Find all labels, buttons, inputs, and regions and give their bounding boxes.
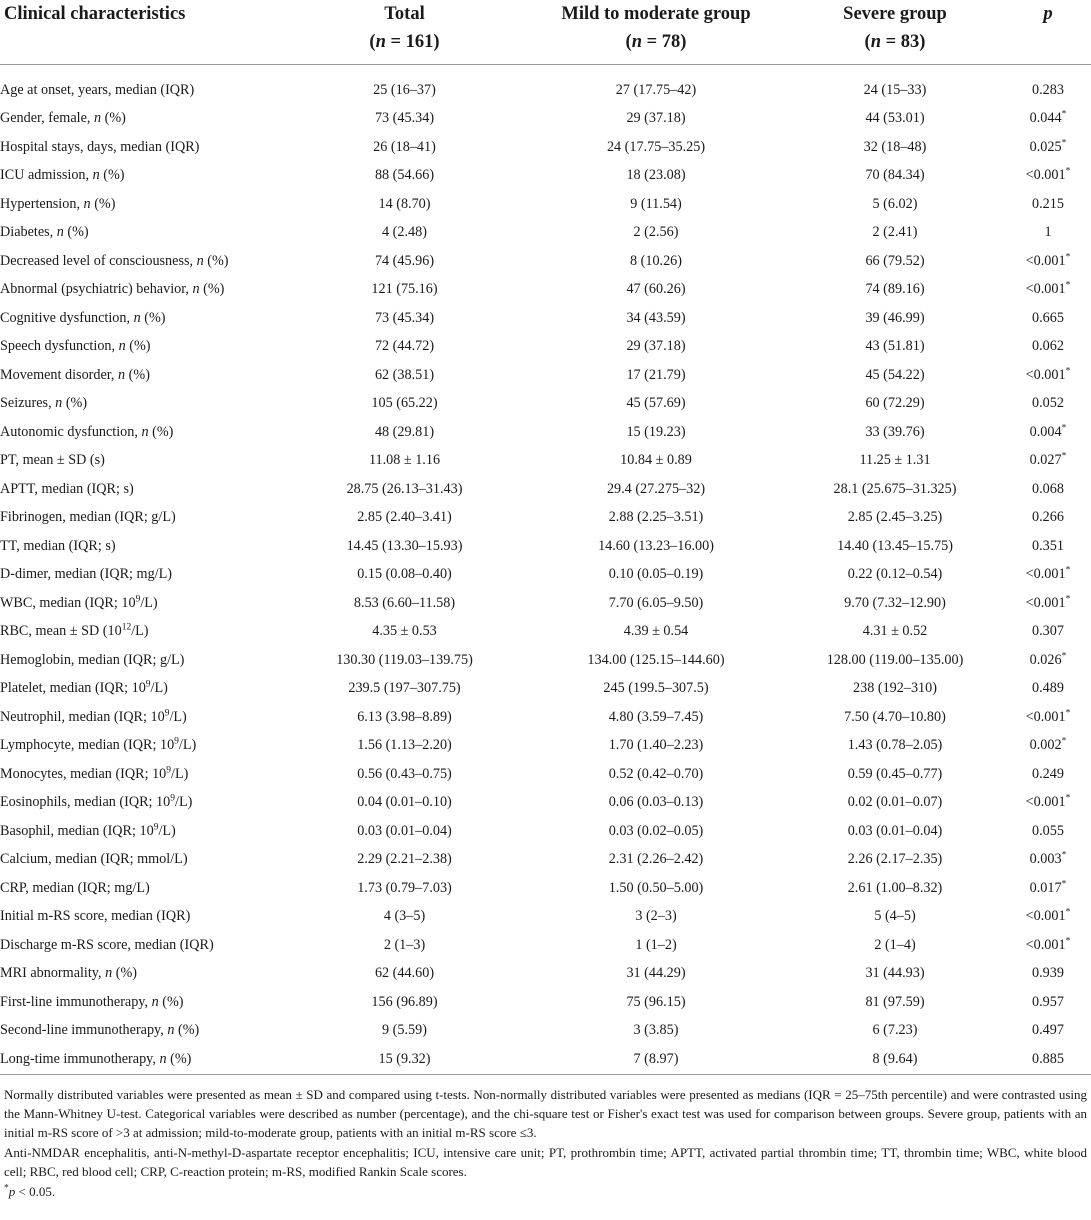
cell-label: Gender, female, n (%)	[0, 110, 126, 127]
cell-severe: 14.40 (13.45–15.75)	[837, 537, 953, 554]
cell-p: <0.001*	[1025, 252, 1071, 269]
header-total-n: (n = 161)	[369, 32, 440, 52]
cell-label: Movement disorder, n (%)	[0, 366, 150, 383]
table-row	[0, 874, 1091, 903]
cell-mild: 34 (43.59)	[626, 309, 686, 326]
cell-label: Basophil, median (IQR; $10^9/L$)	[0, 822, 176, 839]
cell-mild: 29 (37.18)	[626, 338, 686, 355]
cell-total: 73 (45.34)	[374, 309, 435, 326]
cell-total: 15 (9.32)	[282, 1045, 527, 1074]
cell-mild: 245 (199.5–307.5)	[603, 680, 709, 697]
cell-label: APTT, median (IQR; s)	[0, 480, 134, 497]
cell-mild: 3 (3.85)	[633, 1022, 679, 1039]
cell-total: 62 (44.60)	[374, 965, 435, 982]
cell-severe: 39 (46.99)	[865, 309, 925, 326]
cell-total: 14.45 (13.30–15.93)	[346, 537, 463, 554]
cell-label: Decreased level of consciousness, n (%)	[0, 252, 229, 269]
cell-label: Hemoglobin, median (IQR; g/L)	[0, 651, 185, 668]
table-row	[0, 190, 1091, 219]
cell-severe: 2.26 (2.17–2.35)	[847, 851, 943, 868]
table-row	[0, 703, 1091, 732]
cell-severe: 9.70 (7.32–12.90)	[844, 594, 946, 611]
cell-p: 0.215	[1032, 195, 1064, 212]
cell-mild: 3 (2–3)	[635, 908, 677, 925]
cell-total: 11.08 ± 1.16	[368, 452, 441, 469]
cell-mild: 47 (60.26)	[626, 281, 686, 298]
cell-total: 72 (44.72)	[374, 338, 435, 355]
cell-mild: 0.06 (0.03–0.13)	[608, 794, 704, 811]
cell-severe: 0.22 (0.12–0.54)	[847, 566, 943, 583]
table-row	[0, 1017, 1091, 1046]
table-row	[0, 532, 1091, 561]
cell-severe: 5 (6.02)	[872, 195, 918, 212]
cell-mild: 1 (1–2)	[635, 936, 677, 953]
cell-p: 0.307	[1032, 623, 1064, 640]
cell-p: 0.004*	[1029, 423, 1067, 440]
cell-p: 0.249	[1032, 765, 1064, 782]
cell-total: 4 (3–5)	[383, 908, 426, 925]
cell-mild: 134.00 (125.15–144.60)	[587, 651, 725, 668]
table-row	[0, 618, 1091, 647]
cell-total: 2 (1–3)	[383, 936, 426, 953]
cell-total: 1.56 (1.13–2.20)	[357, 737, 452, 754]
cell-severe: 33 (39.76)	[865, 423, 925, 440]
cell-severe: 28.1 (25.675–31.325)	[833, 480, 957, 497]
cell-p: <0.001*	[1025, 936, 1071, 953]
cell-p: 0.027*	[1029, 451, 1067, 469]
cell-severe: 31 (44.93)	[865, 965, 925, 982]
cell-label: Hypertension, n (%)	[0, 195, 116, 212]
header-p: p	[1005, 0, 1091, 65]
table-row	[0, 162, 1091, 191]
cell-p: 0.283	[1032, 81, 1064, 98]
cell-total: 0.15 (0.08–0.40)	[357, 566, 452, 583]
table-row	[0, 504, 1091, 533]
cell-mild: 7 (8.97)	[527, 1045, 785, 1074]
cell-severe: 66 (79.52)	[865, 252, 925, 269]
cell-mild: 14.60 (13.23–16.00)	[598, 537, 714, 554]
cell-mild: 2.31 (2.26–2.42)	[608, 851, 704, 868]
cell-severe: 43 (51.81)	[865, 338, 925, 355]
cell-p: 0.025*	[1029, 138, 1067, 155]
cell-label: Fibrinogen, median (IQR; g/L)	[0, 509, 176, 526]
cell-severe: 5 (4–5)	[874, 908, 916, 925]
cell-label: WBC, median (IQR; $10^9/L$)	[0, 594, 158, 611]
cell-total: 0.56 (0.43–0.75)	[357, 765, 452, 782]
cell-label: CRP, median (IQR; mg/L)	[0, 879, 150, 896]
cell-mild: 27 (17.75–42)	[615, 81, 697, 98]
cell-severe: 8 (9.64)	[785, 1045, 1005, 1074]
cell-label: First-line immunotherapy, n (%)	[0, 993, 184, 1010]
cell-p: 0.939	[1032, 965, 1064, 982]
cell-severe: 2.85 (2.45–3.25)	[847, 509, 943, 526]
cell-severe: 0.02 (0.01–0.07)	[847, 794, 943, 811]
table-row	[0, 960, 1091, 989]
cell-p: 0.068	[1032, 480, 1064, 497]
cell-severe: 45 (54.22)	[865, 366, 925, 383]
cell-mild: 7.70 (6.05–9.50)	[608, 594, 704, 611]
cell-total: 6.13 (3.98–8.89)	[357, 708, 452, 725]
cell-mild: 2 (2.56)	[633, 224, 679, 241]
cell-total: 62 (38.51)	[374, 366, 435, 383]
table-row	[0, 646, 1091, 675]
table-header	[0, 0, 1091, 65]
cell-total: 2.85 (2.40–3.41)	[357, 509, 452, 526]
cell-total: 88 (54.66)	[374, 167, 435, 184]
cell-total: 9 (5.59)	[382, 1022, 427, 1039]
table-footnotes	[0, 1075, 1091, 1201]
cell-mild: 0.52 (0.42–0.70)	[608, 765, 704, 782]
cell-label: Monocytes, median (IQR; $10^9/L$)	[0, 765, 189, 782]
cell-total: 8.53 (6.60–11.58)	[353, 594, 456, 611]
table-row	[0, 219, 1091, 248]
cell-severe: 44 (53.01)	[865, 110, 925, 127]
cell-p: 0.885	[1005, 1045, 1091, 1074]
cell-mild: 4.39 ± 0.54	[623, 623, 689, 640]
cell-p: <0.001*	[1025, 594, 1071, 611]
cell-severe: 6 (7.23)	[872, 1022, 918, 1039]
cell-p: 0.957	[1032, 993, 1064, 1010]
table-row	[0, 418, 1091, 447]
cell-total: 0.03 (0.01–0.04)	[357, 822, 452, 839]
table-row	[0, 333, 1091, 362]
table-row	[0, 447, 1091, 476]
cell-severe: 32 (18–48)	[863, 138, 927, 155]
cell-label: Lymphocyte, median (IQR; $10^9/L$)	[0, 736, 197, 754]
cell-p: 0.266	[1032, 509, 1064, 526]
cell-label: Neutrophil, median (IQR; $10^9/L$)	[0, 708, 187, 725]
cell-severe: 74 (89.16)	[865, 281, 925, 298]
cell-label: ICU admission, n (%)	[0, 167, 125, 184]
cell-severe: 60 (72.29)	[865, 395, 925, 412]
cell-mild: 15 (19.23)	[626, 423, 686, 440]
table-row	[0, 732, 1091, 761]
cell-p: 0.062	[1032, 338, 1064, 355]
cell-p: <0.001*	[1025, 366, 1071, 383]
table-row	[0, 475, 1091, 504]
cell-mild: 24 (17.75–35.25)	[606, 138, 706, 155]
cell-mild: 4.80 (3.59–7.45)	[608, 708, 704, 725]
cell-label: Cognitive dysfunction, n (%)	[0, 309, 166, 326]
cell-p: 0.052	[1032, 395, 1064, 412]
cell-label: Eosinophils, median (IQR; $10^9/L$)	[0, 793, 193, 811]
cell-mild: 18 (23.08)	[626, 167, 686, 184]
cell-severe: 2.61 (1.00–8.32)	[847, 879, 943, 896]
cell-mild: 10.84 ± 0.89	[620, 452, 692, 469]
cell-label: PT, mean ± SD (s)	[0, 452, 105, 469]
cell-total: 130.30 (119.03–139.75)	[336, 651, 473, 668]
cell-severe: 81 (97.59)	[865, 993, 925, 1010]
table-row	[0, 561, 1091, 590]
cell-label: TT, median (IQR; s)	[0, 537, 116, 554]
footnote-abbreviations: Anti-NMDAR encephalitis, anti-N-methyl-D-aspartate receptor encephalitis; ICU, intensive care unit; PT, prothrombin time; APTT, activated partial thrombin time; TT, thrombin time; WBC, white blood cell; RBC, red blood cell; CRP, C-reaction protein; m-RS, modified Rankin Scale scores.	[4, 1144, 1087, 1180]
cell-label: Platelet, median (IQR; $10^9/L$)	[0, 679, 168, 697]
cell-label: Autonomic dysfunction, n (%)	[0, 423, 174, 440]
cell-mild: 17 (21.79)	[626, 366, 686, 383]
cell-p: 1	[1044, 224, 1052, 241]
cell-severe: 1.43 (0.78–2.05)	[847, 737, 943, 754]
cell-label: Long-time immunotherapy, n (%)	[0, 1045, 282, 1074]
cell-total: 0.04 (0.01–0.10)	[357, 794, 452, 811]
cell-p: 0.044*	[1029, 109, 1067, 127]
cell-total: 105 (65.22)	[371, 395, 438, 412]
cell-p: 0.055	[1032, 822, 1064, 839]
cell-mild: 8 (10.26)	[629, 252, 682, 269]
table-row	[0, 276, 1091, 305]
cell-total: 2.29 (2.21–2.38)	[357, 851, 452, 868]
table-row	[0, 846, 1091, 875]
cell-p: <0.001*	[1025, 280, 1071, 298]
cell-label: Calcium, median (IQR; mmol/L)	[0, 851, 188, 868]
table-body	[0, 65, 1091, 1075]
cell-severe: 0.59 (0.45–0.77)	[847, 765, 943, 782]
cell-severe: 11.25 ± 1.31	[859, 452, 931, 469]
cell-p: 0.665	[1032, 309, 1064, 326]
cell-total: 239.5 (197–307.75)	[348, 680, 461, 697]
cell-mild: 45 (57.69)	[626, 395, 686, 412]
table-row	[0, 903, 1091, 932]
cell-p: 0.026*	[1029, 651, 1067, 668]
cell-total: 73 (45.34)	[374, 110, 435, 127]
cell-mild: 9 (11.54)	[630, 195, 682, 212]
table-row	[0, 988, 1091, 1017]
table-row	[0, 76, 1091, 105]
table-row	[0, 931, 1091, 960]
footnote-methods: Normally distributed variables were presented as mean ± SD and compared using t-tests. Non-normally distributed variables were presented as medians (IQR = 25–75th percentile) and were contrasted using the Mann-Whitney U-test. Categorical variables were described as number (percentage), and the chi-square test or Fisher's exact test was used for comparison between groups. Severe group, patients with an initial m-RS score of >3 at admission; mild-to-moderate group, patients with an initial m-RS score ≤3.	[4, 1086, 1087, 1141]
cell-mild: 29.4 (27.275–32)	[606, 480, 706, 497]
header-severe: Severe group (n = 83)	[785, 0, 1005, 65]
header-mild-n: (n = 78)	[625, 32, 687, 52]
cell-p: 0.497	[1032, 1022, 1064, 1039]
cell-total: 4.35 ± 0.53	[372, 623, 437, 640]
cell-severe: 24 (15–33)	[863, 81, 927, 98]
cell-mild: 2.88 (2.25–3.51)	[608, 509, 704, 526]
cell-severe: 2 (1–4)	[874, 936, 916, 953]
cell-p: <0.001*	[1025, 565, 1071, 583]
table-row	[0, 1045, 1091, 1074]
cell-total: 4 (2.48)	[382, 224, 427, 241]
cell-label: MRI abnormality, n (%)	[0, 965, 137, 982]
cell-p: <0.001*	[1025, 907, 1071, 925]
cell-label: Discharge m-RS score, median (IQR)	[0, 936, 214, 953]
cell-total: 74 (45.96)	[374, 252, 435, 269]
cell-mild: 1.70 (1.40–2.23)	[608, 737, 704, 754]
header-mild: Mild to moderate group (n = 78)	[527, 0, 785, 65]
table-row	[0, 133, 1091, 162]
cell-label: RBC, mean ± SD $(10^{12}/L)$	[0, 622, 149, 640]
cell-mild: 1.50 (0.50–5.00)	[608, 879, 704, 896]
cell-total: 156 (96.89)	[371, 993, 438, 1010]
header-characteristic: Clinical characteristics	[0, 0, 282, 65]
cell-label: Initial m-RS score, median (IQR)	[0, 908, 191, 925]
table-row	[0, 304, 1091, 333]
cell-label: Abnormal (psychiatric) behavior, n (%)	[0, 281, 225, 298]
cell-p: 0.017*	[1029, 879, 1067, 896]
table-row	[0, 105, 1091, 134]
cell-label: Diabetes, n (%)	[0, 224, 89, 241]
table-row	[0, 817, 1091, 846]
header-total: Total (n = 161)	[282, 0, 527, 65]
cell-severe: 0.03 (0.01–0.04)	[847, 822, 943, 839]
cell-total: 14 (8.70)	[378, 195, 431, 212]
cell-total: 28.75 (26.13–31.43)	[346, 480, 463, 497]
cell-total: 121 (75.16)	[371, 281, 438, 298]
cell-label: Second-line immunotherapy, n (%)	[0, 1022, 200, 1039]
cell-mild: 75 (96.15)	[626, 993, 686, 1010]
table-row	[0, 675, 1091, 704]
cell-label: Hospital stays, days, median (IQR)	[0, 138, 200, 155]
cell-label: D-dimer, median (IQR; mg/L)	[0, 566, 173, 583]
cell-severe: 7.50 (4.70–10.80)	[844, 708, 946, 725]
cell-p: 0.351	[1032, 537, 1064, 554]
cell-mild: 31 (44.29)	[626, 965, 686, 982]
table-row	[0, 390, 1091, 419]
cell-total: 1.73 (0.79–7.03)	[357, 879, 452, 896]
table-row	[0, 789, 1091, 818]
cell-severe: 128.00 (119.00–135.00)	[826, 651, 964, 668]
cell-mild: 0.10 (0.05–0.19)	[608, 566, 704, 583]
cell-severe: 70 (84.34)	[865, 167, 925, 184]
cell-total: 48 (29.81)	[374, 423, 435, 440]
cell-p: <0.001*	[1025, 166, 1071, 184]
cell-p: 0.003*	[1029, 850, 1067, 868]
cell-mild: 29 (37.18)	[626, 110, 686, 127]
header-severe-n: (n = 83)	[864, 32, 926, 52]
table-row	[0, 361, 1091, 390]
cell-label: Seizures, n (%)	[0, 395, 88, 412]
cell-severe: 238 (192–310)	[853, 680, 937, 697]
table-row	[0, 247, 1091, 276]
table-row	[0, 589, 1091, 618]
cell-severe: 4.31 ± 0.52	[862, 623, 928, 640]
cell-p: <0.001*	[1025, 793, 1071, 811]
cell-p: 0.002*	[1029, 736, 1067, 754]
cell-total: 26 (18–41)	[373, 138, 436, 155]
cell-p: 0.489	[1032, 680, 1064, 697]
cell-mild: 0.03 (0.02–0.05)	[608, 822, 704, 839]
cell-p: <0.001*	[1025, 708, 1071, 725]
footnote-significance: *p < 0.05.	[4, 1183, 56, 1199]
cell-label: Age at onset, years, median (IQR)	[0, 81, 195, 98]
table-row	[0, 760, 1091, 789]
cell-total: 25 (16–37)	[373, 81, 436, 98]
cell-severe: 2 (2.41)	[872, 224, 918, 241]
cell-label: Speech dysfunction, n (%)	[0, 338, 151, 355]
